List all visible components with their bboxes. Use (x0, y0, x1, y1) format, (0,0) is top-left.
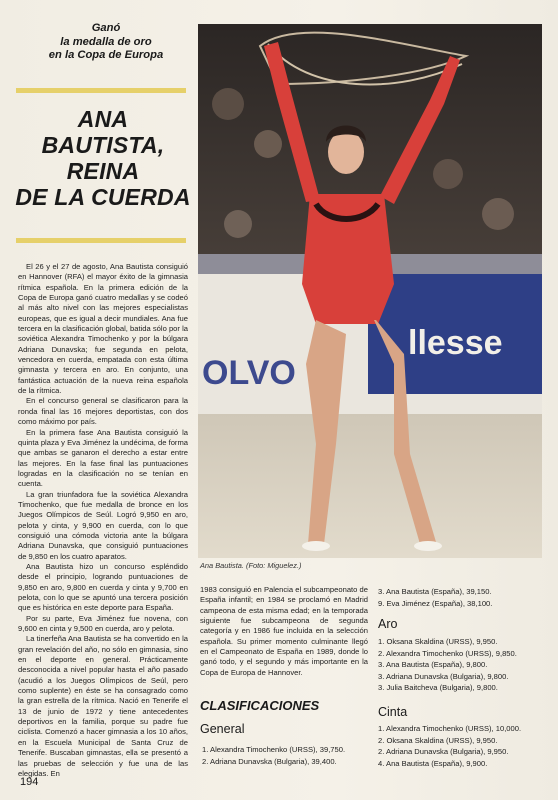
general-results (202, 744, 370, 767)
paragraph: Ana Bautista hizo un concurso espléndido desde el principio, logrando puntuaciones de 9,850 en aro, 9,800 en cuerda y cinta y 9,700 en pelota, con lo que se apuntó una tercera posición que es histórica en este deporte para España. (18, 561, 188, 613)
gymnast-illustration (198, 24, 542, 558)
result-item: 2. Adriana Dunavska (Bulgaria), 9,950. (378, 747, 509, 756)
article-body-middle (200, 585, 368, 678)
paragraph: El 26 y el 27 de agosto, Ana Bautista consiguió en Hannover (RFA) el mayor éxito de la gimnasia rítmica española. En la primera edición de la Copa de Europa ganó cuatro medallas y se codeó al más alto nivel con las mejores especialistas europeas, que es igual a decir mundiales. Ana fue tercera en la clasificación global, batida sólo por la soviética Alexandra Timochenko y por la búlgara Adriana Dunavska; fue segunda en pelota, vencedora en cuerda, empatada con esta última gimnasta y tercera en aro. En conjunto, una fantástica actuación de la nueva reina española de la rítmica. (18, 262, 188, 396)
result-item: 2. Alexandra Timochenko (URSS), 9,850. (378, 648, 517, 658)
result-item: 3. Adriana Dunavska (Bulgaria), 9,800. (378, 671, 509, 681)
cinta-heading: Cinta (378, 705, 408, 719)
kicker-line: en la Copa de Europa (48, 49, 164, 61)
headline-line: BAUTISTA, (41, 132, 165, 158)
result-item: 3. Ana Bautista (España), 39,150. (378, 587, 492, 596)
aro-results (378, 636, 543, 694)
paragraph: En la primera fase Ana Bautista consiguió la quinta plaza y Eva Jiménez la undécima, de forma que ambas se ganaron el derecho a estar entre las mejores. En la fase final las puntuaciones logradas en la clasificación no se tenían en cuenta. (18, 427, 188, 489)
clasificaciones-heading: CLASIFICACIONES (200, 698, 320, 713)
general-heading: General (200, 722, 245, 736)
banner-text-right: llesse (408, 324, 503, 362)
headline-line: REINA (66, 158, 140, 184)
headline-line: ANA (77, 106, 129, 132)
gymnast-photo (198, 24, 542, 558)
result-item: 4. Ana Bautista (España), 9,900. (378, 758, 488, 768)
banner-text-left: OLVO (202, 354, 296, 392)
result-item: 3. Ana Bautista (España), 9,800. (378, 660, 488, 669)
result-item: 1. Oksana Skaldina (URSS), 9,950. (378, 637, 498, 646)
general-results-cont (378, 586, 543, 609)
paragraph: En el concurso general se clasificaron para la ronda final las 16 mejores deportistas, con dos como máximo por país. (18, 396, 188, 427)
page-number: 194 (20, 776, 39, 788)
result-item: 9. Eva Jiménez (España), 38,100. (378, 598, 493, 608)
cinta-results (378, 723, 543, 769)
result-item: 1. Alexandra Timochenko (URSS), 10,000. (378, 724, 522, 733)
photo-caption: Ana Bautista. (Foto: Miguelez.) (200, 561, 302, 570)
accent-rule-top (16, 88, 186, 93)
article-body-left (18, 262, 188, 779)
aro-heading: Aro (378, 617, 398, 631)
accent-rule-bottom (16, 238, 186, 243)
kicker (20, 22, 192, 63)
result-item: 1. Alexandra Timochenko (URSS), 39,750. (202, 745, 346, 754)
result-item: 3. Julia Baitcheva (Bulgaria), 9,800. (378, 683, 498, 692)
headline-line: DE LA CUERDA (15, 184, 191, 210)
paragraph: La tinerfeña Ana Bautista se ha convertido en la gran revelación del año, no sólo en gimnasia, sino en el deporte en general. Prácticamente desconocida a nivel popular hasta el año pasado (acudió a los Juegos Olímpicos de Seúl, pero como suplente) en éste se ha consagrado como la gran estrella de la rítmica. Nació en Tenerife el 13 de junio de 1972 y tiene antecedentes deportivos en la familia, porque su padre fue ciclista. Comenzó a hacer gimnasia a los 10 años, en la Escuela Municipal de Santa Cruz de Tenerife. Buscaban gimnastas, ella se presentó a las pruebas de selección y fue una de las elegidas. En (18, 634, 188, 778)
kicker-line: Ganó (91, 22, 121, 34)
paragraph: Por su parte, Eva Jiménez fue novena, con 9,600 en cinta y 9,500 en cuerda, aro y pelota. (18, 613, 188, 634)
headline (14, 106, 192, 210)
kicker-line: la medalla de oro (60, 35, 152, 48)
paragraph: La gran triunfadora fue la soviética Alexandra Timochenko, que fue medalla de bronce en los Juegos Olímpicos de Seúl. Logró 9,950 en aro, pelota y cinta, y 9,900 en cuerda, con lo que consiguió una cómoda victoria ante la búlgara Adriana Dunavska, que consiguió puntuaciones de 9,850 en los cuatro aparatos. (18, 489, 188, 561)
result-item: 2. Oksana Skaldina (URSS), 9,950. (378, 735, 498, 745)
result-item: 2. Adriana Dunavska (Bulgaria), 39,400. (202, 756, 337, 766)
paragraph: 1983 consiguió en Palencia el subcampeonato de España infantil; en 1984 se proclamó en Madrid campeona de esta misma edad; en la temporada siguiente fue subcampeona de segunda categoría y en 1986 fue incluida en la selección española. Su primer momento culminante llegó en el Campeonato de España en 1989, donde lo ganó todo, y el segundo y más importante en la Copa de Europa de Hannover. (200, 585, 368, 677)
